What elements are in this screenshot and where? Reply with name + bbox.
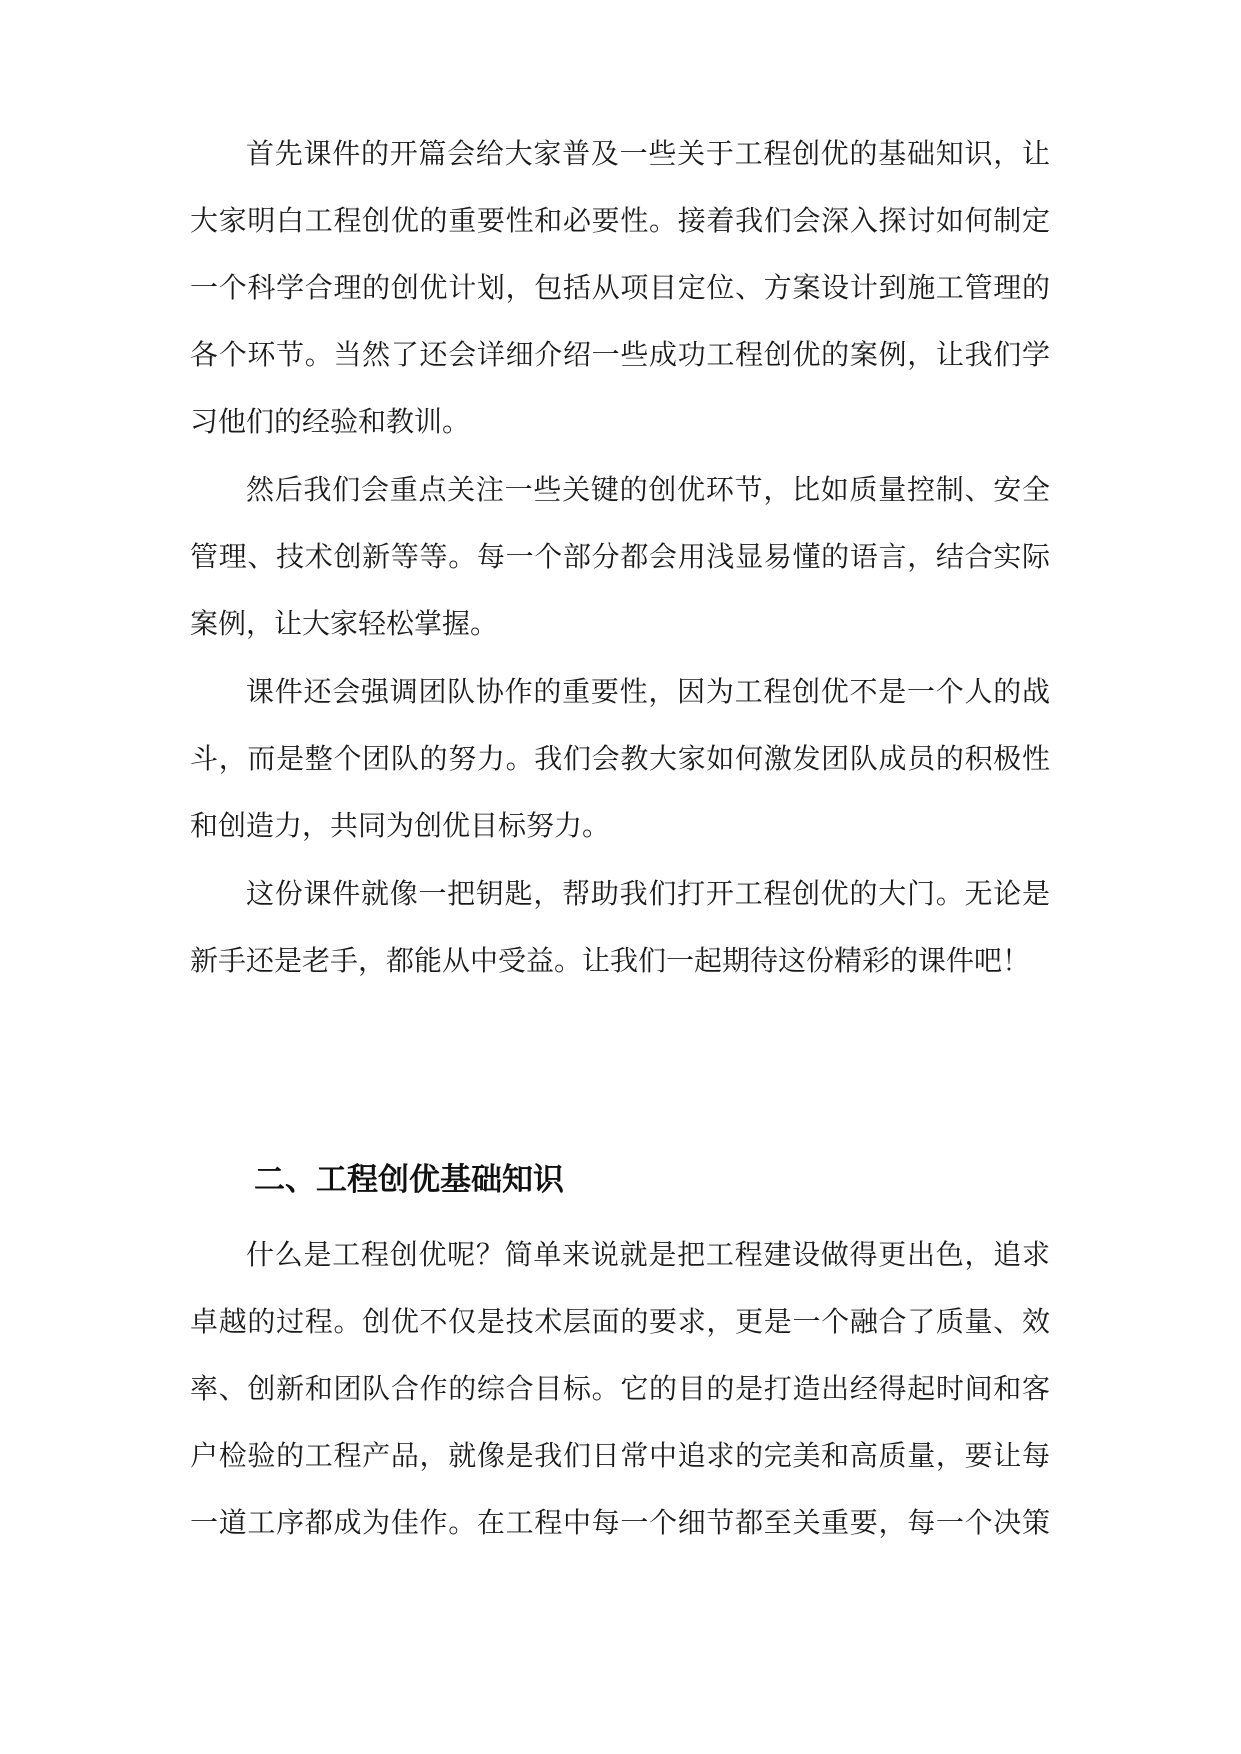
text-line: 习他们的经验和教训。 [190, 405, 471, 438]
text-line: 一道工序都成为佳作。在工程中每一个细节都至关重要，每一个决策 [190, 1506, 1050, 1539]
text-line: 各个环节。当然了还会详细介绍一些成功工程创优的案例，让我们学 [190, 338, 1050, 371]
text-line: 这份课件就像一把钥匙，帮助我们打开工程创优的大门。无论是 [246, 877, 1050, 910]
text-line: 管理、技术创新等等。每一个部分都会用浅显易懂的语言，结合实际 [190, 540, 1050, 573]
text-line: 卓越的过程。创优不仅是技术层面的要求，更是一个融合了质量、效 [190, 1305, 1050, 1338]
text-line: 什么是工程创优呢？简单来说就是把工程建设做得更出色，追求 [246, 1238, 1050, 1271]
text-line: 课件还会强调团队协作的重要性，因为工程创优不是一个人的战 [246, 675, 1050, 708]
text-line: 斗，而是整个团队的努力。我们会教大家如何激发团队成员的积极性 [190, 742, 1050, 775]
text-line: 然后我们会重点关注一些关键的创优环节，比如质量控制、安全 [246, 473, 1050, 506]
text-line: 案例，让大家轻松掌握。 [190, 607, 499, 640]
text-line: 率、创新和团队合作的综合目标。它的目的是打造出经得起时间和客 [190, 1372, 1050, 1405]
text-line: 和创造力，共同为创优目标努力。 [190, 809, 611, 842]
text-line: 大家明白工程创优的重要性和必要性。接着我们会深入探讨如何制定 [190, 204, 1050, 237]
text-line: 一个科学合理的创优计划，包括从项目定位、方案设计到施工管理的 [190, 271, 1050, 304]
text-line: 首先课件的开篇会给大家普及一些关于工程创优的基础知识，让 [246, 137, 1050, 170]
text-line: 新手还是老手，都能从中受益。让我们一起期待这份精彩的课件吧！ [190, 944, 1031, 977]
section-heading: 二、工程创优基础知识 [254, 1162, 564, 1198]
text-line: 户检验的工程产品，就像是我们日常中追求的完美和高质量，要让每 [190, 1439, 1050, 1472]
